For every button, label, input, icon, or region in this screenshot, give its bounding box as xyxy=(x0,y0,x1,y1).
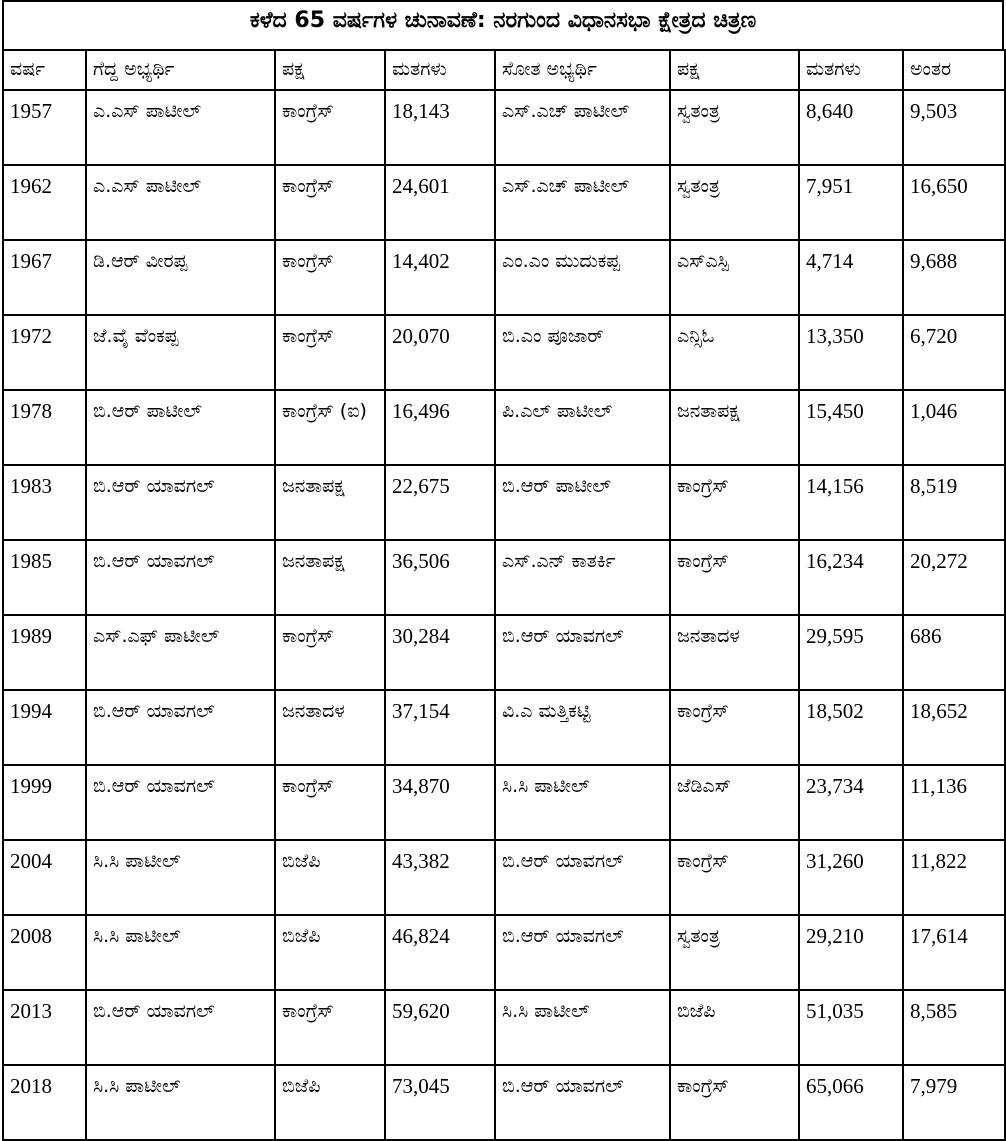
winner-party-cell: ಕಾಂಗ್ರೆಸ್ xyxy=(275,765,385,840)
winner-cell: ಸಿ.ಸಿ ಪಾಟೀಲ್ xyxy=(86,840,275,915)
table-row xyxy=(3,90,1005,165)
year-cell: 1972 xyxy=(3,315,86,390)
year-cell: 1994 xyxy=(3,690,86,765)
header-runner-up-party: ಪಕ್ಷ xyxy=(670,50,799,90)
runner-up-cell: ಬಿ.ಎಂ ಪೂಜಾರ್ xyxy=(495,315,670,390)
winner-cell: ಎಸ್.ಎಫ್ ಪಾಟೀಲ್ xyxy=(86,615,275,690)
header-runner-up: ಸೋತ ಅಭ್ಯರ್ಥಿ xyxy=(495,50,670,90)
margin-cell: 17,614 xyxy=(903,915,1005,990)
winner-votes-cell: 73,045 xyxy=(385,1065,495,1140)
winner-party-cell: ಬಿಜೆಪಿ xyxy=(275,915,385,990)
runner-up-party-cell: ಕಾಂಗ್ರೆಸ್ xyxy=(670,540,799,615)
winner-party-cell: ಕಾಂಗ್ರೆಸ್ xyxy=(275,165,385,240)
winner-votes-cell: 20,070 xyxy=(385,315,495,390)
runner-up-votes-cell: 8,640 xyxy=(799,90,903,165)
winner-cell: ಜೆ.ವೈ ವೆಂಕಪ್ಪ xyxy=(86,315,275,390)
runner-up-cell: ಬಿ.ಆರ್ ಯಾವಗಲ್ xyxy=(495,1065,670,1140)
table-row xyxy=(3,615,1005,690)
winner-party-cell: ಜನತಾದಳ xyxy=(275,690,385,765)
year-cell: 1967 xyxy=(3,240,86,315)
winner-cell: ಬಿ.ಆರ್ ಯಾವಗಲ್ xyxy=(86,990,275,1065)
header-winner: ಗೆದ್ದ ಅಭ್ಯರ್ಥಿ xyxy=(86,50,275,90)
year-cell: 2004 xyxy=(3,840,86,915)
winner-cell: ಬಿ.ಆರ್ ಪಾಟೀಲ್ xyxy=(86,390,275,465)
runner-up-votes-cell: 23,734 xyxy=(799,765,903,840)
winner-votes-cell: 16,496 xyxy=(385,390,495,465)
runner-up-votes-cell: 18,502 xyxy=(799,690,903,765)
winner-party-cell: ಜನತಾಪಕ್ಷ xyxy=(275,465,385,540)
runner-up-party-cell: ಸ್ವತಂತ್ರ xyxy=(670,90,799,165)
runner-up-party-cell: ಸ್ವತಂತ್ರ xyxy=(670,165,799,240)
winner-party-cell: ಕಾಂಗ್ರೆಸ್ xyxy=(275,615,385,690)
year-cell: 2008 xyxy=(3,915,86,990)
runner-up-votes-cell: 14,156 xyxy=(799,465,903,540)
year-cell: 1983 xyxy=(3,465,86,540)
winner-votes-cell: 43,382 xyxy=(385,840,495,915)
winner-cell: ಬಿ.ಆರ್ ಯಾವಗಲ್ xyxy=(86,765,275,840)
table-row xyxy=(3,315,1005,390)
table-row xyxy=(3,390,1005,465)
runner-up-cell: ಎಸ್.ಎಚ್ ಪಾಟೀಲ್ xyxy=(495,90,670,165)
runner-up-votes-cell: 29,210 xyxy=(799,915,903,990)
runner-up-votes-cell: 29,595 xyxy=(799,615,903,690)
year-cell: 1957 xyxy=(3,90,86,165)
runner-up-votes-cell: 16,234 xyxy=(799,540,903,615)
margin-cell: 9,503 xyxy=(903,90,1005,165)
table-row xyxy=(3,990,1005,1065)
winner-votes-cell: 24,601 xyxy=(385,165,495,240)
winner-votes-cell: 36,506 xyxy=(385,540,495,615)
winner-votes-cell: 30,284 xyxy=(385,615,495,690)
winner-cell: ಎ.ಎಸ್ ಪಾಟೀಲ್ xyxy=(86,165,275,240)
runner-up-cell: ಪಿ.ಎಲ್ ಪಾಟೀಲ್ xyxy=(495,390,670,465)
runner-up-votes-cell: 65,066 xyxy=(799,1065,903,1140)
winner-party-cell: ಬಿಜೆಪಿ xyxy=(275,840,385,915)
runner-up-votes-cell: 4,714 xyxy=(799,240,903,315)
winner-cell: ಬಿ.ಆರ್ ಯಾವಗಲ್ xyxy=(86,690,275,765)
winner-votes-cell: 18,143 xyxy=(385,90,495,165)
margin-cell: 9,688 xyxy=(903,240,1005,315)
table-row xyxy=(3,165,1005,240)
winner-votes-cell: 34,870 xyxy=(385,765,495,840)
winner-party-cell: ಜನತಾಪಕ್ಷ xyxy=(275,540,385,615)
table-row xyxy=(3,840,1005,915)
header-year: ವರ್ಷ xyxy=(3,50,86,90)
year-cell: 1999 xyxy=(3,765,86,840)
election-results-table xyxy=(2,49,1006,1141)
winner-party-cell: ಕಾಂಗ್ರೆಸ್ (ಐ) xyxy=(275,390,385,465)
winner-party-cell: ಕಾಂಗ್ರೆಸ್ xyxy=(275,990,385,1065)
winner-votes-cell: 59,620 xyxy=(385,990,495,1065)
runner-up-party-cell: ಕಾಂಗ್ರೆಸ್ xyxy=(670,1065,799,1140)
runner-up-cell: ಬಿ.ಆರ್ ಯಾವಗಲ್ xyxy=(495,840,670,915)
runner-up-cell: ಬಿ.ಆರ್ ಯಾವಗಲ್ xyxy=(495,615,670,690)
table-row xyxy=(3,690,1005,765)
runner-up-party-cell: ಸ್ವತಂತ್ರ xyxy=(670,915,799,990)
margin-cell: 18,652 xyxy=(903,690,1005,765)
header-margin: ಅಂತರ xyxy=(903,50,1005,90)
margin-cell: 8,585 xyxy=(903,990,1005,1065)
margin-cell: 20,272 xyxy=(903,540,1005,615)
runner-up-cell: ಎಸ್.ಎನ್ ಕಾತರ್ಕಿ xyxy=(495,540,670,615)
margin-cell: 1,046 xyxy=(903,390,1005,465)
winner-votes-cell: 14,402 xyxy=(385,240,495,315)
runner-up-party-cell: ಜನತಾದಳ xyxy=(670,615,799,690)
year-cell: 1985 xyxy=(3,540,86,615)
winner-party-cell: ಬಿಜೆಪಿ xyxy=(275,1065,385,1140)
header-winner-party: ಪಕ್ಷ xyxy=(275,50,385,90)
header-row xyxy=(3,50,1005,90)
table-row xyxy=(3,240,1005,315)
runner-up-votes-cell: 7,951 xyxy=(799,165,903,240)
year-cell: 1962 xyxy=(3,165,86,240)
runner-up-votes-cell: 31,260 xyxy=(799,840,903,915)
runner-up-cell: ಬಿ.ಆರ್ ಪಾಟೀಲ್ xyxy=(495,465,670,540)
winner-party-cell: ಕಾಂಗ್ರೆಸ್ xyxy=(275,315,385,390)
winner-cell: ಬಿ.ಆರ್ ಯಾವಗಲ್ xyxy=(86,465,275,540)
runner-up-cell: ಸಿ.ಸಿ ಪಾಟೀಲ್ xyxy=(495,990,670,1065)
table-row xyxy=(3,1065,1005,1140)
year-cell: 2018 xyxy=(3,1065,86,1140)
winner-cell: ಡಿ.ಆರ್ ವೀರಪ್ಪ xyxy=(86,240,275,315)
year-cell: 1978 xyxy=(3,390,86,465)
winner-cell: ಸಿ.ಸಿ ಪಾಟೀಲ್ xyxy=(86,1065,275,1140)
table-title: ಕಳೆದ 65 ವರ್ಷಗಳ ಚುನಾವಣೆ: ನರಗುಂದ ವಿಧಾನಸಭಾ ಕ್ಷೇತ್ರದ ಚಿತ್ರಣ xyxy=(2,0,1004,49)
margin-cell: 6,720 xyxy=(903,315,1005,390)
winner-votes-cell: 46,824 xyxy=(385,915,495,990)
runner-up-votes-cell: 51,035 xyxy=(799,990,903,1065)
margin-cell: 7,979 xyxy=(903,1065,1005,1140)
winner-votes-cell: 37,154 xyxy=(385,690,495,765)
runner-up-cell: ಎಸ್.ಎಚ್ ಪಾಟೀಲ್ xyxy=(495,165,670,240)
table-row xyxy=(3,540,1005,615)
runner-up-party-cell: ಕಾಂಗ್ರೆಸ್ xyxy=(670,840,799,915)
election-table-document xyxy=(2,0,1004,1141)
margin-cell: 11,136 xyxy=(903,765,1005,840)
margin-cell: 11,822 xyxy=(903,840,1005,915)
winner-party-cell: ಕಾಂಗ್ರೆಸ್ xyxy=(275,240,385,315)
winner-cell: ಸಿ.ಸಿ ಪಾಟೀಲ್ xyxy=(86,915,275,990)
table-row xyxy=(3,915,1005,990)
runner-up-cell: ವಿ.ಎ ಮತ್ತಿಕಟ್ಟಿ xyxy=(495,690,670,765)
runner-up-cell: ಸಿ.ಸಿ ಪಾಟೀಲ್ xyxy=(495,765,670,840)
winner-party-cell: ಕಾಂಗ್ರೆಸ್ xyxy=(275,90,385,165)
runner-up-party-cell: ಬಿಜೆಪಿ xyxy=(670,990,799,1065)
runner-up-cell: ಬಿ.ಆರ್ ಯಾವಗಲ್ xyxy=(495,915,670,990)
year-cell: 1989 xyxy=(3,615,86,690)
runner-up-party-cell: ಜನತಾಪಕ್ಷ xyxy=(670,390,799,465)
runner-up-party-cell: ಎನ್ಸಿಓ xyxy=(670,315,799,390)
runner-up-votes-cell: 13,350 xyxy=(799,315,903,390)
margin-cell: 686 xyxy=(903,615,1005,690)
winner-cell: ಎ.ಎಸ್ ಪಾಟೀಲ್ xyxy=(86,90,275,165)
runner-up-cell: ಎಂ.ಎಂ ಮುದುಕಪ್ಪ xyxy=(495,240,670,315)
header-runner-up-votes: ಮತಗಳು xyxy=(799,50,903,90)
header-winner-votes: ಮತಗಳು xyxy=(385,50,495,90)
table-row xyxy=(3,765,1005,840)
table-row xyxy=(3,465,1005,540)
runner-up-party-cell: ಎಸ್ಎಸ್ಪಿ xyxy=(670,240,799,315)
runner-up-party-cell: ಕಾಂಗ್ರೆಸ್ xyxy=(670,465,799,540)
winner-cell: ಬಿ.ಆರ್ ಯಾವಗಲ್ xyxy=(86,540,275,615)
runner-up-party-cell: ಜೆಡಿಎಸ್ xyxy=(670,765,799,840)
margin-cell: 8,519 xyxy=(903,465,1005,540)
margin-cell: 16,650 xyxy=(903,165,1005,240)
year-cell: 2013 xyxy=(3,990,86,1065)
winner-votes-cell: 22,675 xyxy=(385,465,495,540)
runner-up-party-cell: ಕಾಂಗ್ರೆಸ್ xyxy=(670,690,799,765)
runner-up-votes-cell: 15,450 xyxy=(799,390,903,465)
